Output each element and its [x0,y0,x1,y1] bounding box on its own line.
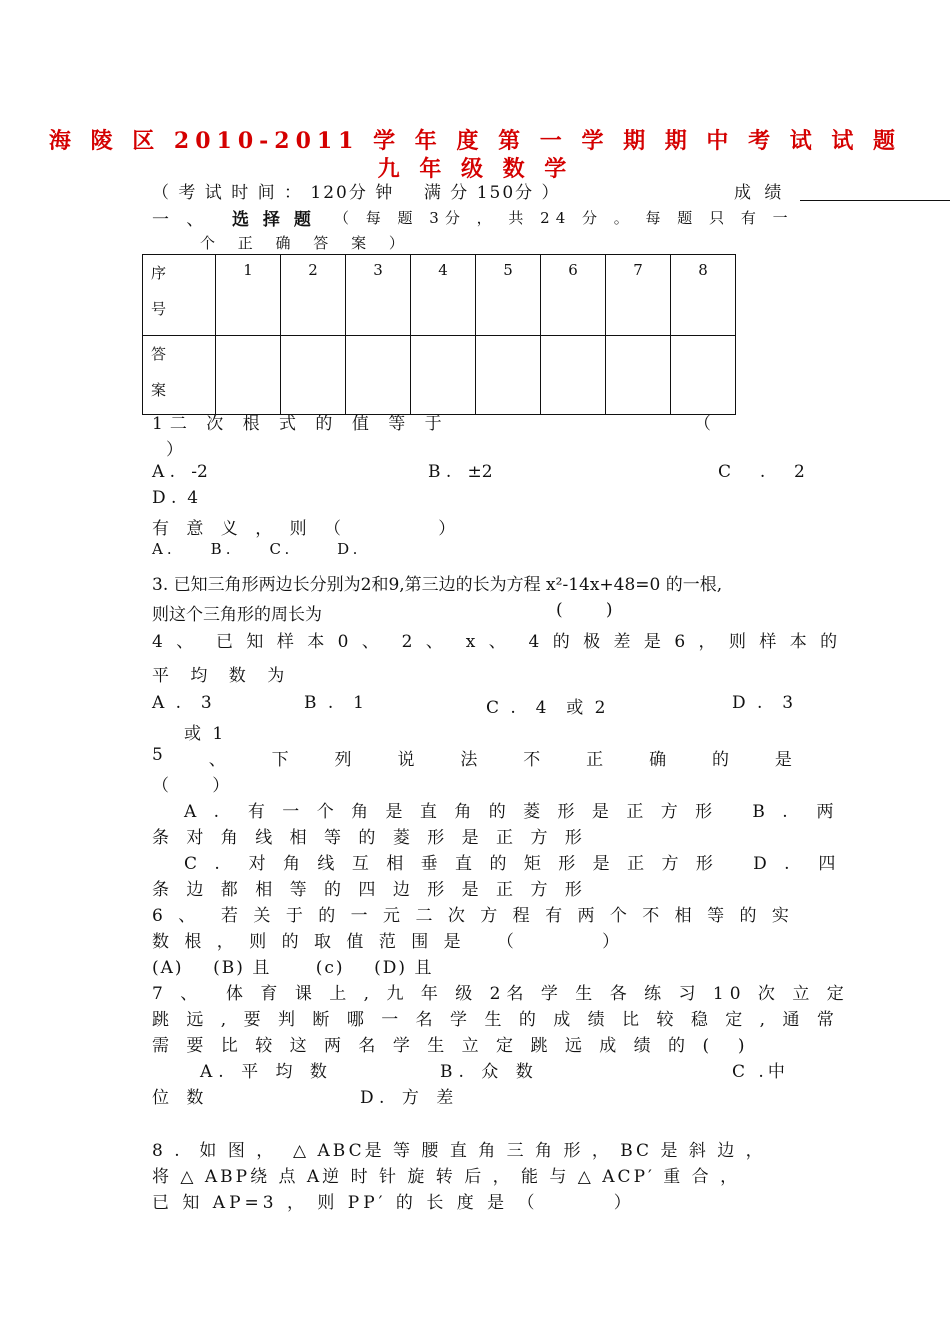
question-7-option-b: B. 众 数 [440,1062,539,1082]
question-1-stem: 1二 次 根 式 的 值 等 于 [152,414,449,434]
question-6-options: (A) (B) 且 (c) (D) 且 [152,958,434,978]
q5-word: 5 [152,745,163,765]
question-1-option-c: C . 2 [718,462,811,482]
exam-info: （ 考 试 时 间 ： 120分 钟 满 分 150分 ） [152,183,561,203]
question-1-option-b: B . ±2 [428,462,493,482]
section-number: 一 、 [152,210,210,230]
question-number-cell: 4 [411,255,476,336]
row-header-answer: 答 案 [143,336,216,415]
question-3-paren: ( ) [556,600,613,620]
question-4-option-c: C . 4 或 2 [486,698,609,718]
question-3-line-1: 3. 已知三角形两边长分别为2和9,第三边的长为方程 x²-14x+48=0 的一根, [152,575,723,595]
row-header-number: 序 号 [143,255,216,336]
question-5-option-c-line-1: C . 对 角 线 互 相 垂 直 的 矩 形 是 正 方 形 D . 四 [184,854,842,874]
answer-cell[interactable] [216,336,281,415]
answer-cell[interactable] [346,336,411,415]
question-1-option-a: A . -2 [152,462,208,482]
q5-word: 说 [397,750,415,770]
question-number-cell: 6 [541,255,606,336]
question-7-line-2: 跳 远 , 要 判 断 哪 一 名 学 生 的 成 绩 比 较 稳 定 , 通 常 [152,1010,840,1030]
answer-cell[interactable] [541,336,606,415]
question-6-line-1: 6 、 若 关 于 的 一 元 二 次 方 程 有 两 个 不 相 等 的 实 [152,906,794,926]
q5-word: 确 [649,750,667,770]
answer-cell[interactable] [411,336,476,415]
question-7-option-a: A. 平 均 数 [200,1062,333,1082]
q5-word: 正 [586,750,604,770]
question-8-line-3: 已 知 AP=3 ， 则 PP′ 的 长 度 是 （ ） [152,1193,635,1213]
question-1-paren-close: ） [166,440,183,460]
question-8-line-1: 8 . 如 图 ， △ ABC是 等 腰 直 角 三 角 形 ， BC 是 斜 边 ， [152,1141,766,1161]
document-title: 海 陵 区 2010-2011 学 年 度 第 一 学 期 期 中 考 试 试 题 [48,128,902,154]
question-5-line-1 [152,745,792,770]
question-5-paren: （ ） [152,776,230,796]
answer-cell[interactable] [476,336,541,415]
section-description-cont: 个 正 确 答 案 ） [200,234,413,252]
question-4-option-b: B . 1 [304,693,367,713]
question-number-cell: 7 [606,255,671,336]
document-subtitle: 九 年 级 数 学 [377,156,573,182]
question-6-line-2: 数 根 ， 则 的 取 值 范 围 是 （ ） [152,932,625,952]
q5-word: 的 [711,750,729,770]
question-4-option-d: D . 3 [732,693,797,713]
question-number-cell: 1 [216,255,281,336]
question-number-cell: 3 [346,255,411,336]
question-5-option-c-line-2: 条 边 都 相 等 的 四 边 形 是 正 方 形 [152,880,588,900]
q5-word: 是 [774,750,792,770]
question-7-option-c-cont: 位 数 [152,1088,210,1108]
question-5-option-a-line-1: A . 有 一 个 角 是 直 角 的 菱 形 是 正 方 形 B . 两 [184,802,840,822]
question-2-stem: 有 意 义 ， 则 （ ） [152,519,462,539]
question-3-line-2: 则这个三角形的周长为 [152,605,322,625]
table-row-answers [143,336,736,415]
question-4-line-2: 平 均 数 为 [152,666,293,686]
question-number-cell: 8 [671,255,736,336]
section-description: （ 每 题 3分 ， 共 24 分 。 每 题 只 有 一 [334,209,794,227]
question-5-option-a-line-2: 条 对 角 线 相 等 的 菱 形 是 正 方 形 [152,828,588,848]
q5-word: 下 [271,750,289,770]
question-7-line-3: 需 要 比 较 这 两 名 学 生 立 定 跳 远 成 绩 的 ( ) [152,1036,751,1056]
table-row-numbers [143,255,736,336]
question-number-cell: 5 [476,255,541,336]
question-7-line-1: 7 、 体 育 课 上 , 九 年 级 2名 学 生 各 练 习 10 次 立 定 [152,984,850,1004]
q5-word: 、 [208,750,226,770]
question-1-paren-open: （ [694,414,711,434]
question-4-option-d-cont: 或 1 [184,724,227,744]
answer-table [142,254,736,415]
answer-cell[interactable] [671,336,736,415]
score-label: 成 绩 [734,183,786,203]
question-2-options: A. B. C. D. [152,540,362,558]
score-blank[interactable] [800,200,950,201]
question-7-option-c: C .中 [732,1062,789,1082]
section-name: 选 择 题 [232,210,315,230]
q5-word: 法 [460,750,478,770]
answer-cell[interactable] [281,336,346,415]
q5-word: 列 [334,750,352,770]
q5-word: 不 [523,750,541,770]
question-4-option-a: A . 3 [152,693,215,713]
answer-cell[interactable] [606,336,671,415]
question-7-option-d: D. 方 差 [360,1088,460,1108]
question-8-line-2: 将 △ ABP绕 点 A逆 时 针 旋 转 后 ， 能 与 △ ACP′ 重 合 ， [152,1167,741,1187]
question-number-cell: 2 [281,255,346,336]
question-4-line-1: 4 、 已 知 样 本 0 、 2 、 x 、 4 的 极 差 是 6 ， 则 样 本 的 [152,632,842,652]
question-1-option-d: D . 4 [152,488,199,508]
